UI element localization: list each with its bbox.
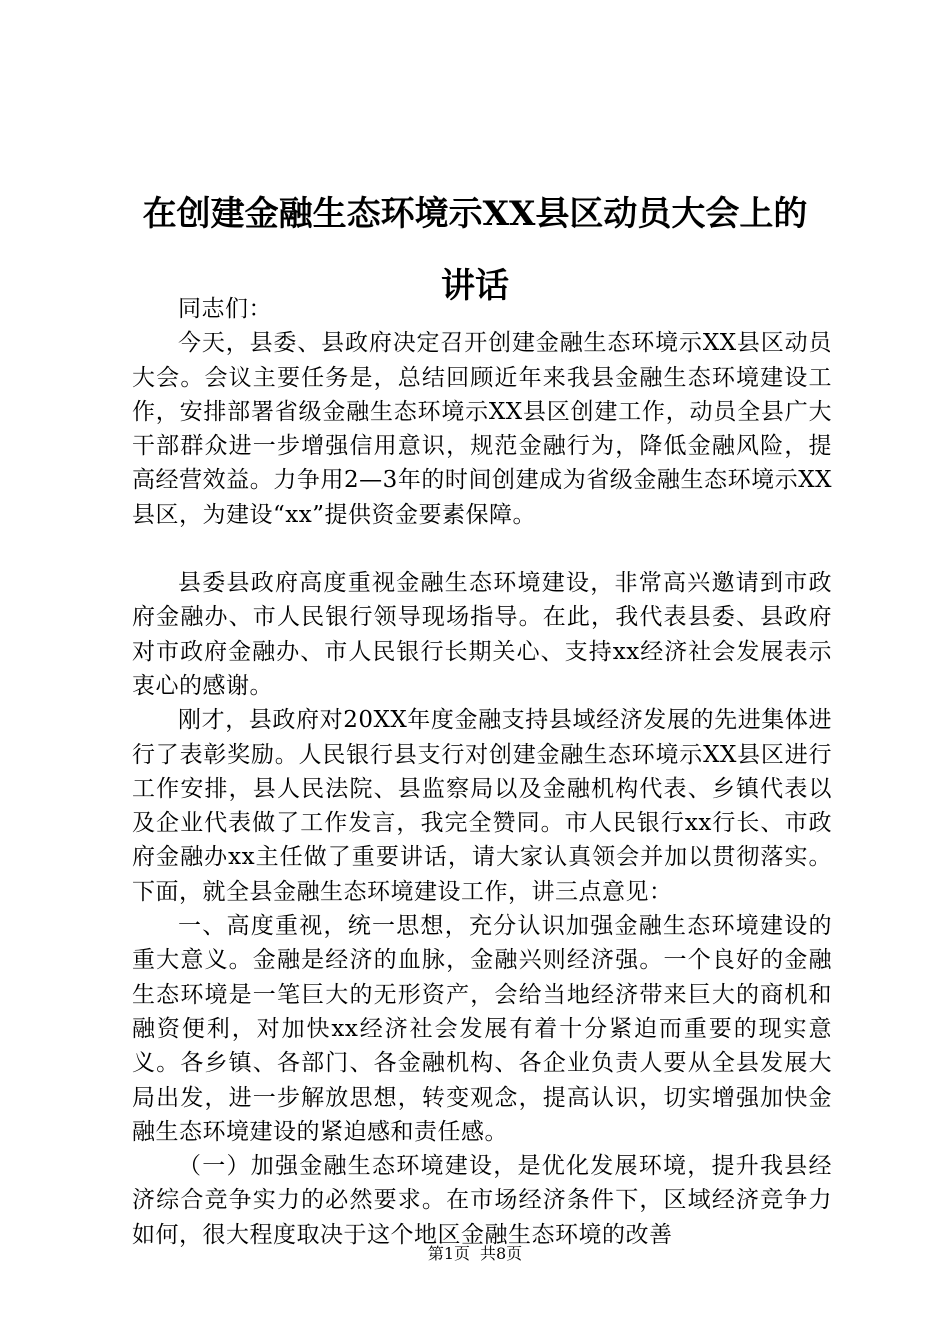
paragraph: 今天，县委、县政府决定召开创建金融生态环境示XX县区动员大会。会议主要任务是，总结回顾近年来我县金融生态环境建设工作，安排部署省级金融生态环境示XX县区创建工作，动员全县广大干部群众进一步增强信用意识，规范金融行为，降低金融风险，提高经营效益。力争用2—3年的时间创建成为省级金融生态环境示XX县区，为建设“xx”提供资金要素保障。 bbox=[132, 330, 832, 528]
title-line-2: 讲话 bbox=[441, 266, 509, 306]
paragraph: 一、高度重视，统一思想，充分认识加强金融生态环境建设的重大意义。金融是经济的血脉，金融兴则经济强。一个良好的金融生态环境是一笔巨大的无形资产，会给当地经济带来巨大的商机和融资便利，对加快xx经济社会发展有着十分紧迫而重要的现实意义。各乡镇、各部门、各金融机构、各企业负责人要从全县发展大局出发，进一步解放思想，转变观念，提高认识，切实增强加快金融生态环境建设的紧迫感和责任感。 bbox=[132, 913, 832, 1145]
paragraph: 刚才，县政府对20XX年度金融支持县域经济发展的先进集体进行了表彰奖励。人民银行县支行对创建金融生态环境示XX县区进行工作安排，县人民法院、县监察局以及金融机构代表、乡镇代表以及企业代表做了工作发言，我完全赞同。市人民银行xx行长、市政府金融办xx主任做了重要讲话，请大家认真领会并加以贯彻落实。下面，就全县金融生态环境建设工作，讲三点意见： bbox=[132, 707, 832, 905]
paragraph: 县委县政府高度重视金融生态环境建设，非常高兴邀请到市政府金融办、市人民银行领导现场指导。在此，我代表县委、县政府对市政府金融办、市人民银行长期关心、支持xx经济社会发展表示衷心的感谢。 bbox=[132, 570, 832, 699]
page-total: 共8页 bbox=[480, 1244, 523, 1263]
document-body bbox=[132, 292, 832, 1252]
paragraph: （一）加强金融生态环境建设，是优化发展环境，提升我县经济综合竞争实力的必然要求。在市场经济条件下，区域经济竞争力如何，很大程度取决于这个地区金融生态环境的改善 bbox=[132, 1153, 832, 1248]
title-line-1: 在创建金融生态环境示XX县区动员大会上的 bbox=[142, 194, 808, 234]
salutation: 同志们： bbox=[178, 296, 272, 322]
page-footer bbox=[0, 1242, 950, 1266]
page-number: 第1页 bbox=[427, 1244, 470, 1263]
